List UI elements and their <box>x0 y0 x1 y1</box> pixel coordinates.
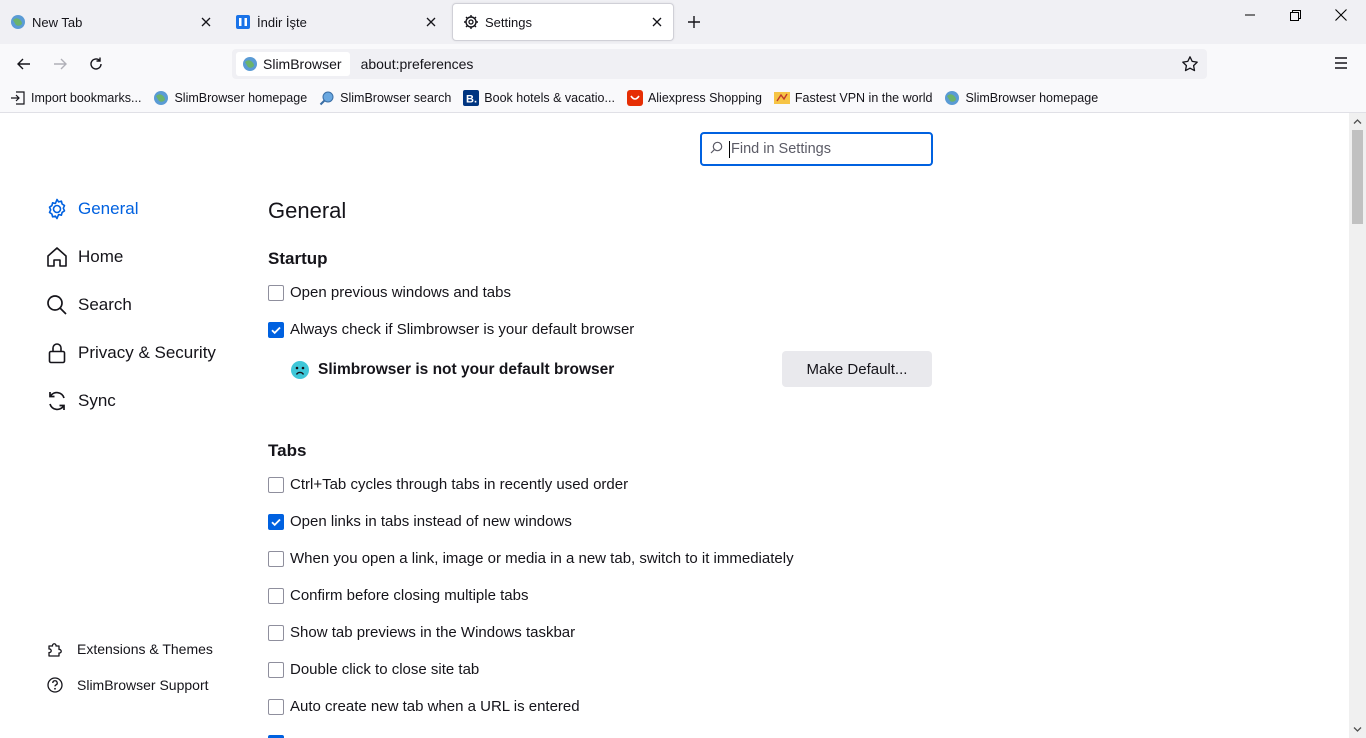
tab-strip <box>0 0 1366 44</box>
gear-icon <box>44 196 70 222</box>
search-icon <box>44 292 70 318</box>
checkbox[interactable] <box>268 662 284 678</box>
settings-page <box>0 113 1366 738</box>
option-open-previous-windows[interactable] <box>268 284 511 301</box>
tab-settings[interactable] <box>452 3 674 41</box>
help-icon <box>46 676 64 694</box>
checkbox[interactable] <box>268 699 284 715</box>
checkbox-checked[interactable] <box>268 322 284 338</box>
bookmark-label: Aliexpress Shopping <box>647 91 762 105</box>
bookmark-label: SlimBrowser homepage <box>174 91 308 105</box>
restore-button[interactable] <box>1272 0 1318 30</box>
scroll-down-icon <box>1353 725 1362 734</box>
svg-text:B.: B. <box>466 93 478 106</box>
option-auto-create-tab[interactable] <box>268 698 580 715</box>
globe-icon <box>242 56 258 72</box>
bookmark-label: SlimBrowser homepage <box>965 91 1099 105</box>
startup-section-title: Startup <box>268 249 328 268</box>
back-arrow-icon <box>16 56 32 72</box>
checkbox[interactable] <box>268 551 284 567</box>
bookmark-slimbrowser-homepage-2[interactable] <box>944 90 1098 106</box>
bookmark-import[interactable] <box>10 90 141 106</box>
category-label: General <box>78 199 139 218</box>
extensions-themes-link[interactable] <box>46 640 213 658</box>
checkbox-checked[interactable] <box>268 514 284 530</box>
search-icon <box>710 141 723 158</box>
identity-label: SlimBrowser <box>263 56 342 72</box>
minimize-button[interactable] <box>1227 0 1273 30</box>
back-button[interactable] <box>12 52 36 76</box>
text-caret <box>729 141 730 158</box>
category-label: Privacy & Security <box>78 343 216 362</box>
category-label: Search <box>78 295 132 314</box>
bookmark-booking[interactable] <box>463 90 615 106</box>
import-icon <box>10 90 26 106</box>
scroll-thumb[interactable] <box>1352 130 1363 224</box>
bookmark-slimbrowser-homepage[interactable] <box>153 90 307 106</box>
booking-icon <box>463 90 479 106</box>
close-window-button[interactable] <box>1318 0 1364 30</box>
page-title: General <box>268 198 347 223</box>
category-privacy-security[interactable] <box>44 339 216 367</box>
checkbox[interactable] <box>268 588 284 604</box>
category-home[interactable] <box>44 243 123 271</box>
bookmark-label: SlimBrowser search <box>340 91 452 105</box>
option-label: Ctrl+Tab cycles through tabs in recently used order <box>290 476 629 493</box>
forward-arrow-icon <box>52 56 68 72</box>
checkmark-icon <box>270 516 282 528</box>
option-label: Open previous windows and tabs <box>290 284 511 301</box>
globe-icon <box>153 90 169 106</box>
forward-button[interactable] <box>48 52 72 76</box>
identity-box[interactable] <box>236 52 350 76</box>
nav-bar <box>0 44 1366 84</box>
bookmark-label: Book hotels & vacatio... <box>484 91 615 105</box>
tabs-section-title: Tabs <box>268 441 307 460</box>
bookmark-label: Import bookmarks... <box>31 91 142 105</box>
checkbox[interactable] <box>268 477 284 493</box>
tab-indir-iste[interactable] <box>225 3 447 41</box>
category-label: Home <box>78 247 124 266</box>
option-tab-previews[interactable] <box>268 624 575 641</box>
vpn-icon <box>774 90 790 106</box>
close-tab-icon[interactable] <box>198 14 214 30</box>
option-label: Open links in tabs instead of new windows <box>290 513 572 530</box>
sad-face-icon <box>290 360 310 380</box>
option-label: Confirm before closing multiple tabs <box>290 587 529 604</box>
globe-icon <box>944 90 960 106</box>
bookmark-slimbrowser-search[interactable] <box>319 90 451 106</box>
category-search[interactable] <box>44 291 132 319</box>
url-input[interactable]: about:preferences <box>360 56 474 72</box>
option-label: Auto create new tab when a URL is entered <box>290 698 580 715</box>
make-default-button[interactable]: Make Default... <box>782 351 932 387</box>
puzzle-icon <box>46 640 64 658</box>
option-label: Show tab previews in the Windows taskbar <box>290 624 576 641</box>
scrollbar[interactable] <box>1349 113 1366 738</box>
aliexpress-icon <box>627 90 643 106</box>
category-general[interactable] <box>44 195 138 223</box>
close-tab-icon[interactable] <box>649 14 665 30</box>
bookmarks-toolbar <box>0 84 1366 113</box>
home-icon <box>44 244 70 270</box>
option-label: Double click to close site tab <box>290 661 480 678</box>
url-bar[interactable] <box>232 49 1207 79</box>
bookmark-vpn[interactable] <box>774 90 933 106</box>
category-label: Sync <box>78 391 116 410</box>
option-confirm-close-tabs[interactable] <box>268 587 528 604</box>
default-browser-status <box>290 360 614 380</box>
tab-new-tab[interactable] <box>0 3 222 41</box>
option-double-click-close[interactable] <box>268 661 479 678</box>
hamburger-menu-icon[interactable] <box>1333 55 1349 76</box>
option-ctrl-tab[interactable] <box>268 476 628 493</box>
footer-link-label: Extensions & Themes <box>77 641 213 657</box>
tab-title: İndir İşte <box>257 14 307 30</box>
support-link[interactable] <box>46 676 209 694</box>
search-globe-icon <box>319 90 335 106</box>
checkbox[interactable] <box>268 625 284 641</box>
checkmark-icon <box>270 324 282 336</box>
lock-icon <box>44 340 70 366</box>
search-placeholder: Find in Settings <box>731 141 831 157</box>
option-always-check-default[interactable] <box>268 321 634 338</box>
close-tab-icon[interactable] <box>423 14 439 30</box>
indir-logo-icon <box>235 14 251 30</box>
default-status-text: Slimbrowser is not your default browser <box>318 361 615 378</box>
option-open-links-in-tabs[interactable] <box>268 513 572 530</box>
bookmark-label: Fastest VPN in the world <box>794 91 933 105</box>
checkbox[interactable] <box>268 285 284 301</box>
tab-title: Settings <box>485 14 532 30</box>
footer-link-label: SlimBrowser Support <box>77 677 209 693</box>
bookmark-aliexpress[interactable] <box>627 90 762 106</box>
option-switch-to-new-tab[interactable] <box>268 550 794 567</box>
new-tab-button[interactable] <box>682 10 706 34</box>
gear-icon <box>463 14 479 30</box>
scroll-up-icon <box>1353 117 1362 126</box>
reload-icon <box>88 56 104 72</box>
tab-title: New Tab <box>32 14 83 30</box>
option-label: When you open a link, image or media in a new tab, switch to it immediately <box>290 550 794 567</box>
settings-search-input[interactable] <box>700 132 933 166</box>
bookmark-star-icon[interactable] <box>1181 55 1199 73</box>
globe-icon <box>10 14 26 30</box>
category-sync[interactable] <box>44 387 116 415</box>
option-label: Always check if Slimbrowser is your default browser <box>290 321 635 338</box>
reload-button[interactable] <box>84 52 108 76</box>
sync-icon <box>44 388 70 414</box>
